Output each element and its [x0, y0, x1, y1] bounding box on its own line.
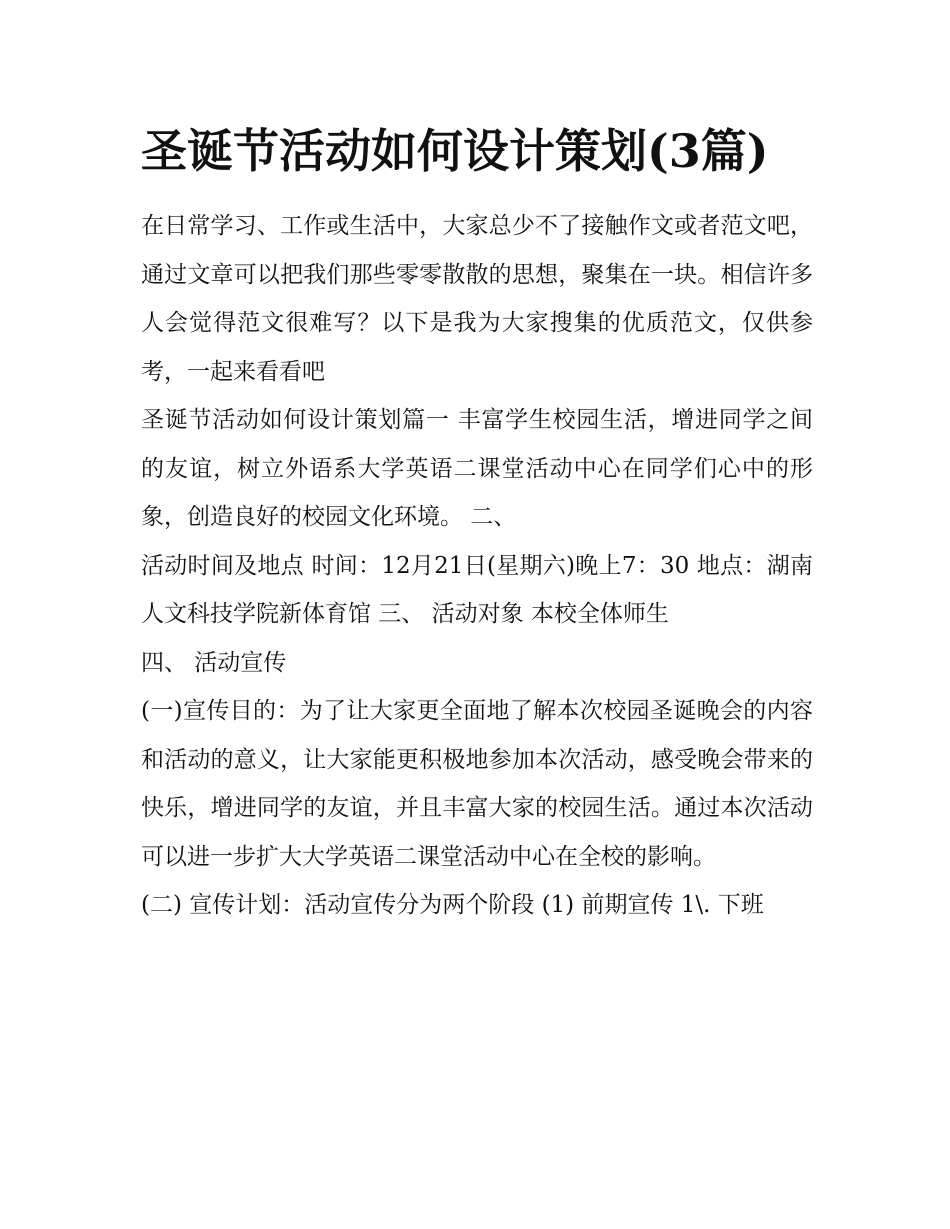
paragraph-publicity-goal: (一)宣传目的：为了让大家更全面地了解本次校园圣诞晚会的内容和活动的意义，让大家能更积极地参加本次活动，感受晚会带来的快乐，增进同学的友谊，并且丰富大家的校园生活。通过本次活动可以进一步扩大大学英语二课堂活动中心在全校的影响。	[141, 698, 813, 870]
paragraph-purpose: 圣诞节活动如何设计策划篇一 丰富学生校园生活，增进同学之间的友谊，树立外语系大学英语二课堂活动中心在同学们心中的形象，创造良好的校园文化环境。 二、	[141, 407, 813, 530]
paragraph-publicity-plan: (二) 宣传计划：活动宣传分为两个阶段 (1) 前期宣传 1\. 下班	[141, 892, 764, 918]
paragraph-time-location: 活动时间及地点 时间：12月21日(星期六)晚上7：30 地点：湖南人文科技学院新体育馆 三、 活动对象 本校全体师生	[141, 552, 813, 627]
document-title: 圣诞节活动如何设计策划(3篇)	[141, 124, 769, 178]
paragraph-section-heading: 四、 活动宣传	[141, 649, 287, 676]
document-body	[141, 112, 813, 930]
paragraph-intro: 在日常学习、工作或生活中，大家总少不了接触作文或者范文吧，通过文章可以把我们那些零零散散的思想，聚集在一块。相信许多人会觉得范文很难写？以下是我为大家搜集的优质范文，仅供参考，一起来看看吧	[141, 213, 813, 385]
